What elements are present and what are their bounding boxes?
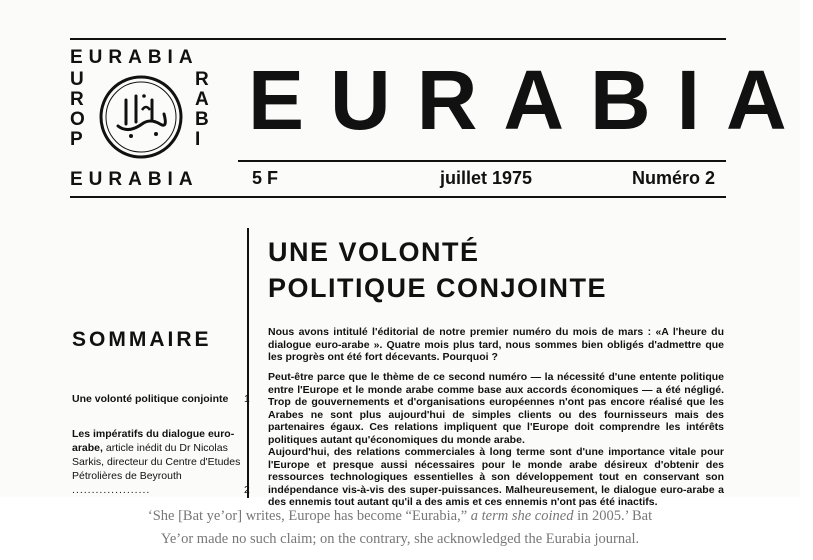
- headline-line: POLITIQUE CONJOINTE: [268, 273, 608, 303]
- masthead-title: EURABIA: [248, 53, 813, 147]
- top-rule: [70, 38, 726, 40]
- toc-item-title: Les impératifs du dialogue euro-arabe,: [72, 428, 235, 454]
- toc-item-detail: article inédit du Dr Nicolas Sarkis, directeur du Centre d'Etudes Pétrolières de Beyrouth: [72, 442, 241, 482]
- masthead-rule-lower: [70, 196, 726, 198]
- caption-line: Ye’or made no such claim; on the contrary, she acknowledged the Eurabia journal.: [160, 531, 640, 547]
- caption-line: [0, 505, 800, 528]
- issue-price: 5 F: [252, 168, 279, 188]
- masthead-rule-upper: [238, 160, 726, 162]
- caption-text: ‘She [Bat ye’or] writes, Europe has become “Eurabia,”: [147, 508, 471, 524]
- headline-line: UNE VOLONTÉ: [268, 237, 480, 267]
- caption-emphasis: a term she coined: [470, 508, 574, 524]
- article-paragraph: Peut-être parce que le thème de ce second numéro — la nécessité d'une entente politique entre l'Europe et le monde arabe comme base aux accords économiques — a été négligé. Trop de gouvernements et d'organisations européennes n'ont pas encore réalisé que les Arabes ne sont plus aujourd'hui de simples clients ou des fournisseurs mais des partenaires égaux. Ces relations impliquent que l'Europe doit comprendre les intérêts politiques autant qu'économiques du monde arabe.: [268, 371, 724, 446]
- toc-item-page: 2: [244, 484, 250, 496]
- logo-right-letter: R: [195, 69, 209, 90]
- toc-item-page: 1: [244, 393, 250, 405]
- logo-left-letter: O: [70, 109, 85, 130]
- logo-left-letter: P: [70, 129, 83, 150]
- sommaire-title: SOMMAIRE: [72, 328, 212, 351]
- logo-word-top: EURABIA: [70, 47, 199, 68]
- caption-text: in 2005.’ Bat: [573, 508, 653, 524]
- article-paragraph: Aujourd'hui, des relations commerciales à long terme sont d'une importance vitale pour l'Europe et presque aussi nécessaires pour le monde arabe désireux d'obtenir des ressources technologiques essentielles à son développement tout en conservant son indépendance vis-à-vis des super-puissances. Malheureusement, le dialogue euro-arabe a des ennemis tout autant qu'il a des amis et ces ennemis n'ont pas été inactifs.: [268, 446, 724, 509]
- logo-left-column: [70, 70, 85, 150]
- toc-item: [72, 392, 252, 406]
- image-caption: [0, 505, 800, 551]
- logo-word-bottom: EURABIA: [70, 169, 199, 190]
- logo-left-letter: U: [70, 69, 84, 90]
- article-headline: [268, 234, 607, 306]
- logo-right-column: [195, 70, 209, 150]
- logo-right-letter: B: [195, 109, 209, 130]
- article-paragraph: Nous avons intitulé l'éditorial de notre premier numéro du mois de mars : «A l'heure du dialogue euro-arabe ». Quatre mois plus tard, nous sommes bien obligés d'admettre que les progrès ont été fort décevants. Pourquoi ?: [268, 326, 724, 364]
- toc-item: [72, 427, 252, 497]
- logo-right-letter: A: [195, 89, 209, 110]
- logo-right-letter: I: [195, 129, 201, 150]
- logo-left-letter: R: [70, 89, 84, 110]
- arabic-calligraphy-emblem-icon: [98, 74, 184, 160]
- toc-item-title: Une volonté politique conjointe: [72, 393, 229, 405]
- issue-number: Numéro 2: [632, 168, 716, 188]
- toc-item-leader: ....................: [72, 484, 151, 496]
- issue-date: juillet 1975: [440, 168, 533, 188]
- eurabia-logo: [70, 48, 210, 193]
